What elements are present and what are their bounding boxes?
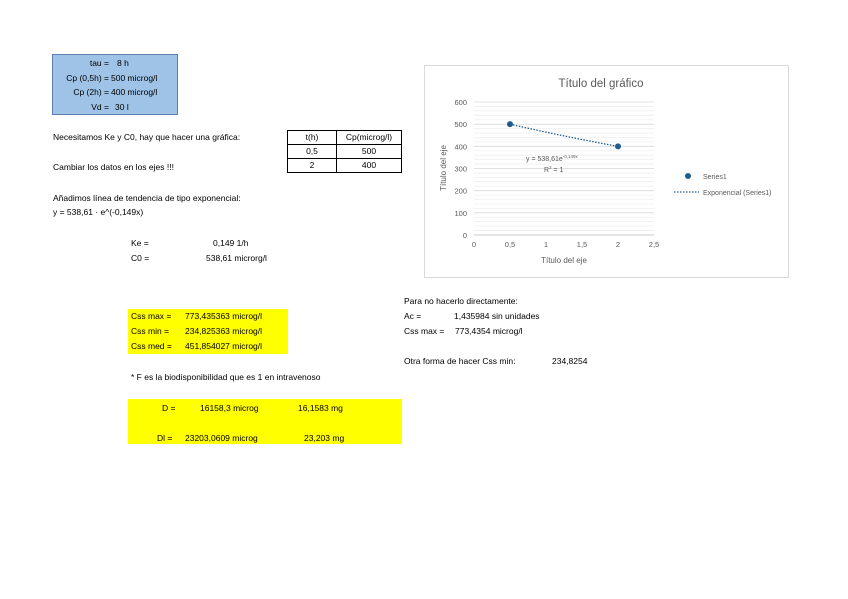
data-point [507,121,513,127]
table-row [288,145,402,159]
param-value: 400 microg/l [111,87,158,97]
param-value: 30 l [115,102,129,112]
other-way-value: 234,8254 [552,356,588,366]
chart-svg [425,66,790,279]
table-cell: 0,5 [288,145,337,159]
param-label: Cp (0,5h) = [66,73,109,83]
legend-trendline-label: Exponencial (Series1) [703,190,772,197]
direct-cssmax-label: Css max = [404,326,445,336]
legend-series-label: Series1 [703,174,727,181]
param-value: 8 h [117,58,129,68]
other-way-label: Otra forma de hacer Css min: [404,356,516,366]
dose-d-microg: 16158,3 microg [200,403,259,413]
param-row-cp2 [53,85,177,99]
table-row [288,159,402,173]
dose-dl-microg: 23203,0609 microg [185,433,258,443]
param-row-cp05 [53,71,177,85]
y-tick-label: 600 [454,98,467,107]
dose-d-mg: 16,1583 mg [298,403,343,413]
param-label: Cp (2h) = [73,87,109,97]
css-max-value: 773,435363 microg/l [185,311,263,321]
param-row-tau [53,56,177,70]
param-label: tau = [89,58,109,68]
legend-series-marker [685,173,691,179]
x-tick-label: 2,5 [648,240,660,249]
c0-label: C0 = [131,253,150,263]
table-header: Cp(microg/l) [337,131,402,145]
x-axis-title: Título del eje [541,256,587,265]
css-min-value: 234,825363 microg/l [185,326,263,336]
y-axis-title: Título del eje [439,145,448,191]
x-tick-label: 2 [615,240,621,249]
c0-value: 538,61 microrg/l [206,253,267,263]
x-tick-label: 0 [471,240,477,249]
param-row-vd [53,100,177,114]
css-med-label: Css med = [131,341,172,351]
y-tick-label: 100 [454,208,467,218]
ac-value: 1,435984 sin unidades [454,311,540,321]
ac-label: Ac = [404,311,422,321]
y-tick-label: 200 [454,186,467,196]
note-trendline-intro: Añadimos línea de tendencia de tipo exponencial: [53,193,241,203]
x-tick-label: 1,5 [576,240,588,249]
dose-d-label: D = [162,403,176,413]
param-label: Vd = [91,102,109,112]
table-header-row [288,131,402,145]
trendline-curve [510,124,618,146]
dose-dl-label: Dl = [157,433,173,443]
ke-label: Ke = [131,238,149,248]
param-value: 500 microg/l [111,73,158,83]
note-trendline-equation: y = 538,61 · e^(-0,149x) [53,207,144,217]
y-tick-label: 0 [462,231,467,240]
y-tick-label: 300 [454,164,467,174]
css-max-label: Css max = [131,311,172,321]
x-tick-label: 0,5 [504,240,516,249]
y-tick-label: 400 [454,142,467,152]
note-need-graph: Necesitamos Ke y C0, hay que hacer una gráfica: [53,132,241,142]
x-tick-label: 1 [543,240,549,249]
table-header: t(h) [288,131,337,145]
parameters-box [52,54,178,115]
scatter-chart[interactable] [424,65,789,278]
trendline-r-squared: $R^2 = 1$ [544,165,564,174]
data-point [615,143,621,149]
note-change-axes: Cambiar los datos en los ejes !!! [53,162,174,172]
direct-cssmax-value: 773,4354 microg/l [455,326,523,336]
bioavailability-note: * F es la biodisponibilidad que es 1 en intravenoso [131,372,321,382]
ke-value: 0,149 1/h [213,238,249,248]
table-cell: 400 [337,159,402,173]
table-cell: 500 [337,145,402,159]
direct-title: Para no hacerlo directamente: [404,296,518,306]
css-med-value: 451,854027 microg/l [185,341,263,351]
data-table [287,130,402,173]
table-cell: 2 [288,159,337,173]
chart-title: Título del gráfico [558,78,644,90]
trendline-equation: $y = 538,61e^{-0,149x}$ [526,154,578,163]
css-min-label: Css min = [131,326,170,336]
dose-dl-mg: 23,203 mg [304,433,345,443]
y-tick-label: 500 [454,120,467,130]
